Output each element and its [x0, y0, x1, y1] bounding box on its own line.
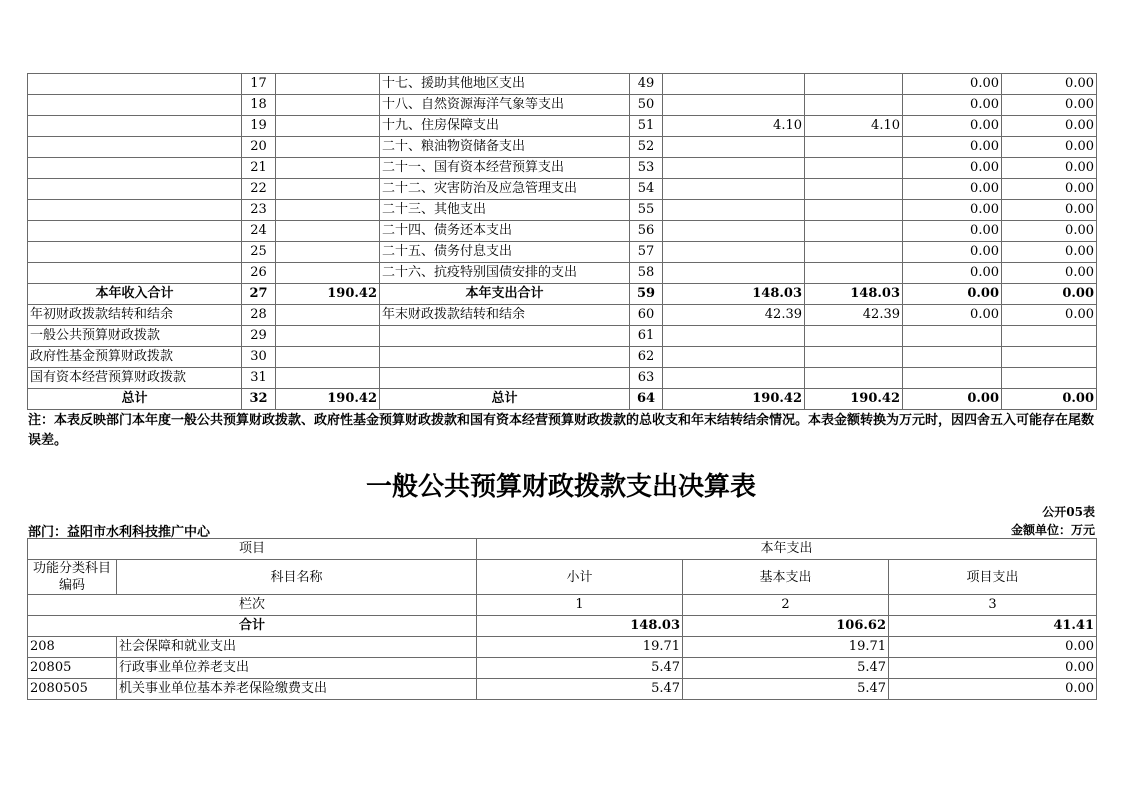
income-label: 政府性基金预算财政拨款: [28, 347, 242, 368]
income-row-number: 18: [242, 95, 276, 116]
income-amount: [276, 368, 380, 389]
project-amount: 0.00: [889, 658, 1097, 679]
income-label: [28, 158, 242, 179]
function-code: 208: [28, 637, 117, 658]
expense-state-capital: 0.00: [1002, 95, 1097, 116]
expense-total: [663, 368, 805, 389]
expense-row-number: 62: [630, 347, 663, 368]
expense-general-budget: [805, 368, 903, 389]
table-row: [28, 658, 1097, 679]
expense-row-number: 57: [630, 242, 663, 263]
income-amount: [276, 116, 380, 137]
expense-total: [663, 221, 805, 242]
income-row-number: 30: [242, 347, 276, 368]
expense-fund-budget: 0.00: [903, 74, 1002, 95]
income-label: [28, 263, 242, 284]
expense-total: [663, 263, 805, 284]
table-row: [28, 137, 1097, 158]
income-amount: [276, 242, 380, 263]
income-row-number: 31: [242, 368, 276, 389]
expense-item: 二十四、债务还本支出: [380, 221, 630, 242]
table-row: [28, 389, 1097, 410]
income-label: [28, 200, 242, 221]
function-code: 2080505: [28, 679, 117, 700]
expense-fund-budget: 0.00: [903, 305, 1002, 326]
table-row: [28, 637, 1097, 658]
income-label: [28, 95, 242, 116]
subtotal-amount: 5.47: [477, 679, 683, 700]
income-amount: [276, 263, 380, 284]
expense-fund-budget: 0.00: [903, 389, 1002, 410]
expense-general-budget: [805, 326, 903, 347]
expense-item: 十七、援助其他地区支出: [380, 74, 630, 95]
expense-general-budget: [805, 137, 903, 158]
income-amount: [276, 326, 380, 347]
income-label: 本年收入合计: [28, 284, 242, 305]
income-amount: [276, 347, 380, 368]
income-amount: [276, 158, 380, 179]
project-amount: 0.00: [889, 637, 1097, 658]
table-row: [28, 158, 1097, 179]
expense-general-budget: [805, 95, 903, 116]
expense-total: [663, 200, 805, 221]
table-note: 注：本表反映部门本年度一般公共预算财政拨款、政府性基金预算财政拨款和国有资本经营预算财政拨款的总收支和年末结转结余情况。本表金额转换为万元时，因四舍五入可能存在尾数误差。: [28, 413, 1095, 448]
expense-item: 二十五、债务付息支出: [380, 242, 630, 263]
table-row: [28, 242, 1097, 263]
expense-state-capital: 0.00: [1002, 305, 1097, 326]
expense-state-capital: 0.00: [1002, 158, 1097, 179]
expense-state-capital: 0.00: [1002, 242, 1097, 263]
header-item: 项目: [28, 539, 477, 560]
expense-item: 二十三、其他支出: [380, 200, 630, 221]
expense-row-number: 63: [630, 368, 663, 389]
project-amount: 0.00: [889, 679, 1097, 700]
expense-row-number: 56: [630, 221, 663, 242]
income-label: [28, 116, 242, 137]
income-amount: [276, 95, 380, 116]
form-code: 公开05表: [1042, 505, 1095, 519]
expense-item: 二十六、抗疫特别国债安排的支出: [380, 263, 630, 284]
income-row-number: 29: [242, 326, 276, 347]
income-amount: [276, 305, 380, 326]
total-row: [28, 616, 1097, 637]
expense-row-number: 60: [630, 305, 663, 326]
income-amount: [276, 200, 380, 221]
subject-name: 机关事业单位基本养老保险缴费支出: [117, 679, 477, 700]
expense-fund-budget: 0.00: [903, 137, 1002, 158]
income-label: [28, 242, 242, 263]
basic-amount: 19.71: [683, 637, 889, 658]
column-index-2: 2: [683, 595, 889, 616]
table-row: [28, 116, 1097, 137]
expense-item: 本年支出合计: [380, 284, 630, 305]
expense-general-budget: [805, 347, 903, 368]
expense-total: 42.39: [663, 305, 805, 326]
income-row-number: 17: [242, 74, 276, 95]
department-label: 部门：益阳市水利科技推广中心: [28, 525, 211, 540]
expense-state-capital: 0.00: [1002, 116, 1097, 137]
expense-general-budget: [805, 221, 903, 242]
expense-total: [663, 158, 805, 179]
total-subtotal: 148.03: [477, 616, 683, 637]
basic-amount: 5.47: [683, 679, 889, 700]
income-row-number: 28: [242, 305, 276, 326]
header-current-year: 本年支出: [477, 539, 1097, 560]
expense-total: 148.03: [663, 284, 805, 305]
expense-total: 190.42: [663, 389, 805, 410]
income-amount: [276, 74, 380, 95]
table-row: [28, 221, 1097, 242]
subject-name: 社会保障和就业支出: [117, 637, 477, 658]
expense-fund-budget: 0.00: [903, 116, 1002, 137]
header-basic: 基本支出: [683, 560, 889, 595]
income-amount: [276, 221, 380, 242]
expense-fund-budget: [903, 368, 1002, 389]
expense-state-capital: 0.00: [1002, 179, 1097, 200]
expense-general-budget: [805, 74, 903, 95]
income-row-number: 20: [242, 137, 276, 158]
expense-item: 二十二、灾害防治及应急管理支出: [380, 179, 630, 200]
expense-state-capital: 0.00: [1002, 221, 1097, 242]
expense-total: [663, 74, 805, 95]
expense-fund-budget: [903, 347, 1002, 368]
expense-fund-budget: 0.00: [903, 179, 1002, 200]
expense-general-budget: [805, 158, 903, 179]
table-row: [28, 263, 1097, 284]
expense-row-number: 61: [630, 326, 663, 347]
expense-general-budget: [805, 179, 903, 200]
basic-amount: 5.47: [683, 658, 889, 679]
income-row-number: 23: [242, 200, 276, 221]
header-subtotal: 小计: [477, 560, 683, 595]
expense-total: [663, 179, 805, 200]
table-row: [28, 95, 1097, 116]
expenditure-table: [27, 538, 1097, 700]
expense-state-capital: [1002, 347, 1097, 368]
income-amount: 190.42: [276, 284, 380, 305]
income-row-number: 22: [242, 179, 276, 200]
expense-item: 二十、粮油物资储备支出: [380, 137, 630, 158]
table-row: [28, 200, 1097, 221]
expense-item: 总计: [380, 389, 630, 410]
column-index-3: 3: [889, 595, 1097, 616]
expense-fund-budget: 0.00: [903, 221, 1002, 242]
expense-general-budget: [805, 200, 903, 221]
expense-state-capital: 0.00: [1002, 284, 1097, 305]
expense-general-budget: 4.10: [805, 116, 903, 137]
income-label: [28, 179, 242, 200]
header-name: 科目名称: [117, 560, 477, 595]
expense-row-number: 64: [630, 389, 663, 410]
expense-general-budget: [805, 263, 903, 284]
expense-state-capital: 0.00: [1002, 389, 1097, 410]
expense-item: [380, 368, 630, 389]
expense-total: 4.10: [663, 116, 805, 137]
subject-name: 行政事业单位养老支出: [117, 658, 477, 679]
expense-fund-budget: 0.00: [903, 242, 1002, 263]
expense-state-capital: 0.00: [1002, 137, 1097, 158]
header-code: 功能分类科目编码: [28, 560, 117, 595]
income-row-number: 21: [242, 158, 276, 179]
table-row: [28, 305, 1097, 326]
total-label: 合计: [28, 616, 477, 637]
header-row-2: [28, 560, 1097, 595]
expense-fund-budget: 0.00: [903, 158, 1002, 179]
expense-state-capital: 0.00: [1002, 263, 1097, 284]
income-label: 总计: [28, 389, 242, 410]
income-expense-table-body: [28, 74, 1097, 410]
table-row: [28, 284, 1097, 305]
expense-general-budget: [805, 242, 903, 263]
expense-row-number: 49: [630, 74, 663, 95]
income-expense-table: [27, 73, 1097, 410]
header-row-1: [28, 539, 1097, 560]
expense-item: [380, 347, 630, 368]
expense-row-number: 58: [630, 263, 663, 284]
subtotal-amount: 19.71: [477, 637, 683, 658]
function-code: 20805: [28, 658, 117, 679]
expense-row-number: 59: [630, 284, 663, 305]
expense-state-capital: [1002, 326, 1097, 347]
expense-total: [663, 326, 805, 347]
expense-state-capital: 0.00: [1002, 74, 1097, 95]
expense-row-number: 53: [630, 158, 663, 179]
total-basic: 106.62: [683, 616, 889, 637]
expense-total: [663, 95, 805, 116]
expense-state-capital: 0.00: [1002, 200, 1097, 221]
expenditure-table-body: [28, 539, 1097, 700]
expense-fund-budget: 0.00: [903, 95, 1002, 116]
amount-unit-label: 金额单位：万元: [1010, 523, 1095, 537]
expense-general-budget: 42.39: [805, 305, 903, 326]
income-label: 一般公共预算财政拨款: [28, 326, 242, 347]
table-row: [28, 347, 1097, 368]
income-label: [28, 137, 242, 158]
expense-item: 二十一、国有资本经营预算支出: [380, 158, 630, 179]
column-index-1: 1: [477, 595, 683, 616]
table-row: [28, 326, 1097, 347]
subtotal-amount: 5.47: [477, 658, 683, 679]
expense-fund-budget: 0.00: [903, 284, 1002, 305]
expense-row-number: 50: [630, 95, 663, 116]
income-row-number: 26: [242, 263, 276, 284]
income-row-number: 19: [242, 116, 276, 137]
income-row-number: 24: [242, 221, 276, 242]
income-label: 国有资本经营预算财政拨款: [28, 368, 242, 389]
expense-fund-budget: 0.00: [903, 263, 1002, 284]
income-amount: 190.42: [276, 389, 380, 410]
income-label: 年初财政拨款结转和结余: [28, 305, 242, 326]
expense-row-number: 54: [630, 179, 663, 200]
table-row: [28, 74, 1097, 95]
expense-total: [663, 242, 805, 263]
expense-total: [663, 347, 805, 368]
expense-row-number: 52: [630, 137, 663, 158]
expense-total: [663, 137, 805, 158]
expense-general-budget: 190.42: [805, 389, 903, 410]
expense-general-budget: 148.03: [805, 284, 903, 305]
income-label: [28, 221, 242, 242]
income-row-number: 27: [242, 284, 276, 305]
expense-row-number: 55: [630, 200, 663, 221]
expense-item: 年末财政拨款结转和结余: [380, 305, 630, 326]
expense-item: 十八、自然资源海洋气象等支出: [380, 95, 630, 116]
expense-row-number: 51: [630, 116, 663, 137]
income-amount: [276, 137, 380, 158]
expense-fund-budget: [903, 326, 1002, 347]
expense-state-capital: [1002, 368, 1097, 389]
total-project: 41.41: [889, 616, 1097, 637]
table-row: [28, 368, 1097, 389]
header-project: 项目支出: [889, 560, 1097, 595]
income-row-number: 25: [242, 242, 276, 263]
expense-fund-budget: 0.00: [903, 200, 1002, 221]
income-label: [28, 74, 242, 95]
income-row-number: 32: [242, 389, 276, 410]
table-row: [28, 179, 1097, 200]
table-row: [28, 679, 1097, 700]
column-index-label: 栏次: [28, 595, 477, 616]
column-index-row: [28, 595, 1097, 616]
income-amount: [276, 179, 380, 200]
page-title: 一般公共预算财政拨款支出决算表: [365, 472, 756, 502]
expense-item: [380, 326, 630, 347]
expense-item: 十九、住房保障支出: [380, 116, 630, 137]
